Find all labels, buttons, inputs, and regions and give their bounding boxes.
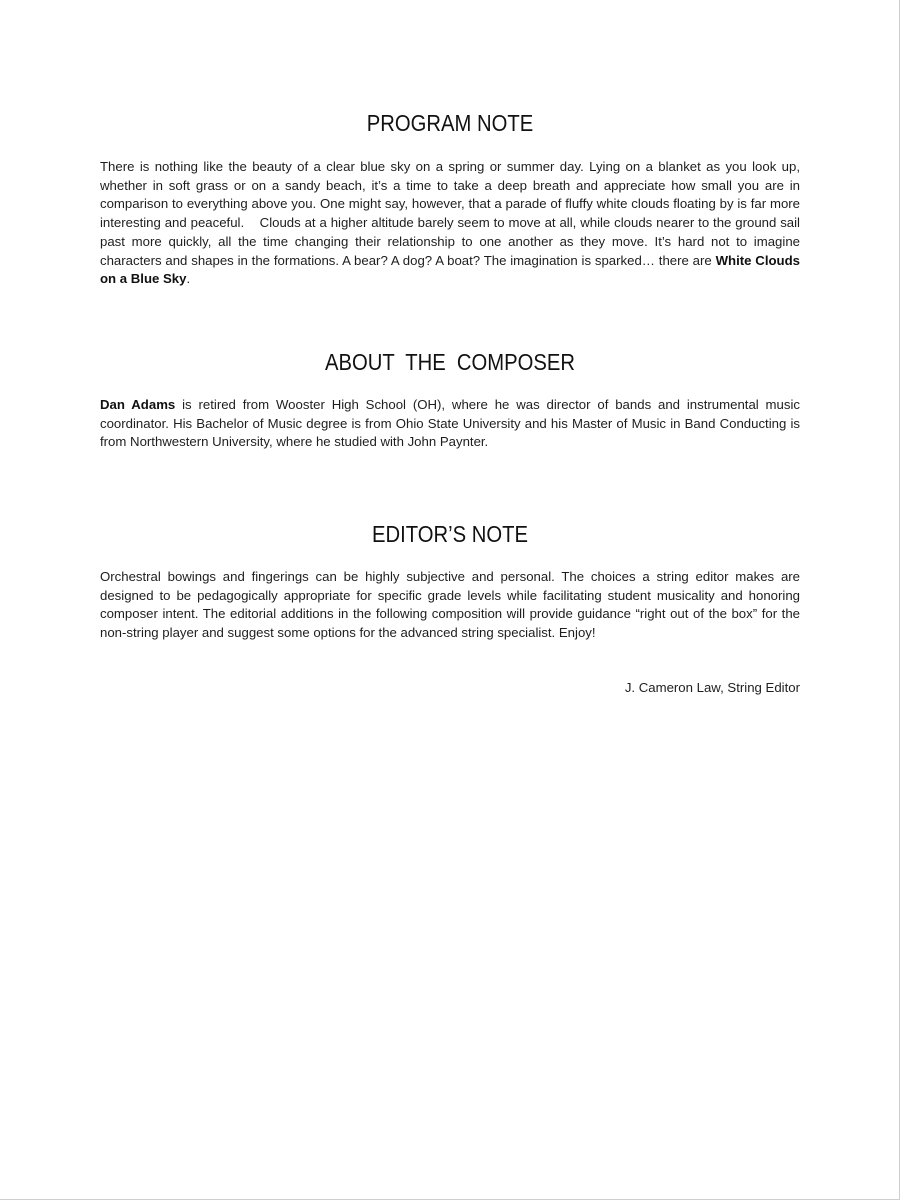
about-composer-paragraph <box>100 396 800 452</box>
program-note-text: There is nothing like the beauty of a clear blue sky on a spring or summer day. Lying on a blanket as you look up, whether in soft grass or on a sandy beach, it’s a time to take a deep breath and appreciate how small you are in comparison to everything above you. One might say, however, that a parade of fluffy white clouds floating by is far more interesting and peaceful. Clouds at a higher altitude barely seem to move at all, while clouds nearer to the ground sail past more quickly, all the time changing their relationship to one another as they move. It’s hard not to imagine characters and shapes in the formations. A bear? A dog? A boat? The imagination is sparked… there are <box>100 159 800 268</box>
program-note-heading: PROGRAM NOTE <box>366 110 534 136</box>
editors-note-paragraph: Orchestral bowings and fingerings can be highly subjective and personal. The choices a string editor makes are designed to be pedagogically appropriate for specific grade levels while facilitating student musicality and honoring composer intent. The editorial additions in the following composition will provide guidance “right out of the box” for the non-string player and suggest some options for the advanced string specialist. Enjoy! <box>100 569 800 641</box>
about-composer-text: is retired from Wooster High School (OH), where he was director of bands and instrumental music coordinator. His Bachelor of Music degree is from Ohio State University and his Master of Music in Band Conducting is from Northwestern University, where he studied with John Paynter. <box>100 397 800 450</box>
editors-note-heading: EDITOR’S NOTE <box>372 521 528 547</box>
program-note-end: . <box>186 271 191 287</box>
about-composer-heading: ABOUT THE COMPOSER <box>324 349 576 375</box>
piece-title: White Clouds on a Blue Sky <box>100 252 800 287</box>
program-note-paragraph <box>100 158 800 289</box>
editor-signature: J. Cameron Law, String Editor <box>624 680 800 695</box>
composer-name: Dan Adams <box>100 397 176 412</box>
